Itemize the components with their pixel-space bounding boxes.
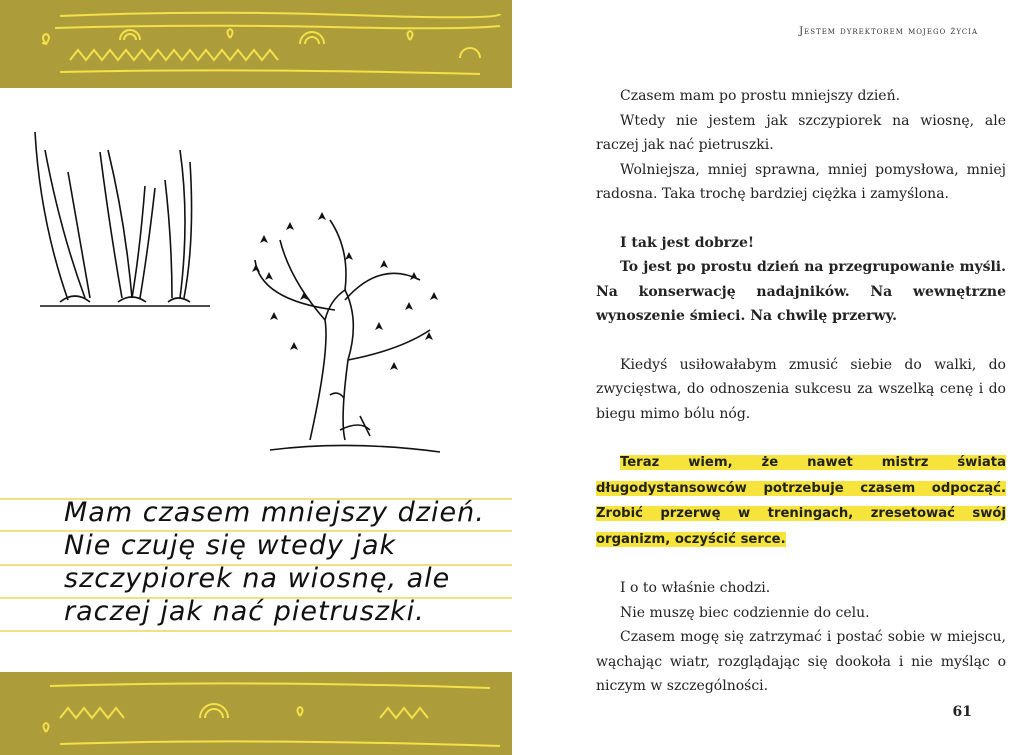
- paragraph: Nie muszę biec codziennie do celu.: [620, 604, 870, 621]
- handwritten-line: Mam czasem mniejszy dzień.: [64, 497, 485, 528]
- paragraph-bold: I tak jest dobrze!: [620, 234, 755, 251]
- body-text: [596, 84, 1006, 699]
- paragraph: Czasem mam po prostu mniejszy dzień.: [620, 88, 901, 104]
- paragraph: Kiedyś usiłowałabym zmusić siebie do walki, do zwycięstwa, do odnoszenia sukcesu za wszelką cenę i do biegu mimo bólu nóg.: [596, 356, 1006, 422]
- highlighted-paragraph: [596, 450, 1006, 552]
- handwritten-line: raczej jak nać pietruszki.: [64, 596, 425, 627]
- handwritten-line: szczypiorek na wiosnę, ale: [64, 563, 451, 594]
- paragraph: Wolniejsza, mniej sprawna, mniej pomysłowa, mniej radosna. Taka trochę bardziej ciężka i zamyślona.: [596, 161, 1006, 202]
- paragraph: I o to właśnie chodzi.: [620, 580, 771, 596]
- decorative-band-bottom: [0, 672, 512, 755]
- highlight: Teraz wiem, że nawet mistrz świata długodystansowców potrzebuje czasem odpocząć. Zrobić przerwę w treningach, zresetować swój organizm, oczyścić serce.: [596, 455, 1006, 547]
- right-page: [512, 0, 1024, 755]
- decorative-band-top: [0, 0, 512, 88]
- paragraph: Wtedy nie jestem jak szczypiorek na wiosnę, ale raczej jak nać pietruszki.: [596, 112, 1006, 153]
- paragraph-bold: To jest po prostu dzień na przegrupowanie myśli. Na konserwację nadajników. Na wewnętrzne wynoszenie śmieci. Na chwilę przerwy.: [596, 259, 1006, 324]
- paragraph: Czasem mogę się zatrzymać i postać sobie w miejscu, wąchając wiatr, rozglądając się dookoła i nie myśląc o niczym w szczególności.: [596, 629, 1006, 694]
- running-header: Jestem dyrektorem mojego życia: [799, 26, 978, 37]
- page-number: 61: [952, 704, 972, 720]
- handwritten-line: Nie czuję się wtedy jak: [64, 530, 397, 561]
- grass-and-tree-illustration: [0, 88, 512, 488]
